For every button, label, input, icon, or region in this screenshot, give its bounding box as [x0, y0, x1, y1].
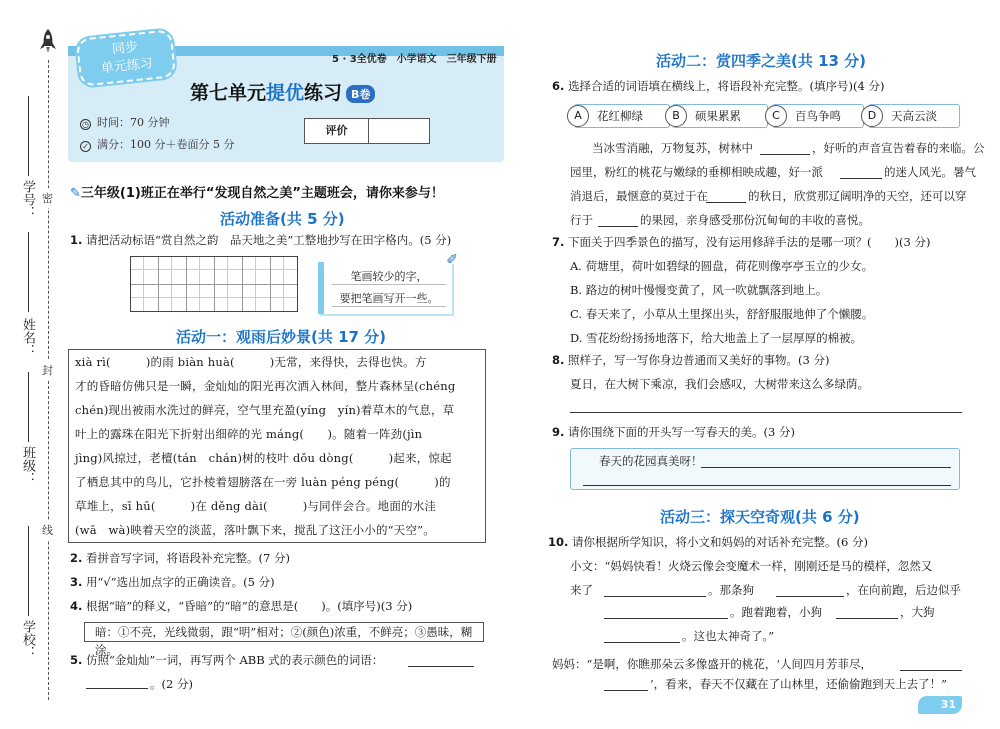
q10-text: 请你根据所学知识，将小文和妈妈的对话补充完整。(6 分) [572, 535, 868, 549]
seal-mark-mi: 密 [42, 188, 53, 208]
q9-writing-box [570, 448, 960, 490]
q9-start-text: 春天的花园真美呀！ [599, 454, 703, 468]
q6-blank-4[interactable] [598, 226, 638, 227]
definition-box: 暗：①不亮，光线微弱，跟“明”相对；②(颜色)浓重，不鲜亮；③愚昧，糊涂。 [84, 622, 484, 642]
question-8 [552, 352, 829, 368]
q9-number: 9. [552, 425, 565, 439]
q10-dialog-part: 。那条狗 [708, 583, 754, 597]
badge-line1: 同步 [111, 39, 139, 58]
question-5 [70, 652, 383, 668]
q6-passage-part: 的迷人风光。暑气 [884, 165, 976, 179]
q8-text: 照样子，写一写你身边普通而又美好的事物。(3 分) [568, 353, 830, 367]
q10-number: 10. [548, 535, 569, 549]
section-act1-title: 活动一：观雨后妙景(共 17 分) [176, 328, 387, 346]
q1-number: 1. [70, 233, 83, 247]
question-7 [552, 234, 930, 250]
intro-text: 三年级(1)班正在举行“发现自然之美”主题班会，请你来参与！ [80, 186, 444, 201]
q5-tail: 。(2 分) [150, 677, 193, 691]
class-line[interactable] [28, 372, 29, 442]
class-label: 班级： [20, 446, 35, 485]
q9-text: 请你围绕下面的开头写一写春天的美。(3 分) [568, 425, 795, 439]
title-highlight: 提优 [266, 82, 305, 104]
q10-dialog-part: ’，看来，春天不仅藏在了山林里，还偷偷跑到天上去了！” [650, 677, 948, 691]
q4-number: 4. [70, 599, 83, 613]
q10-dialog-part: ，大狗 [900, 605, 935, 619]
question-9 [552, 424, 795, 440]
evaluation-field[interactable] [369, 119, 429, 143]
school-line[interactable] [28, 526, 29, 616]
q6-passage-part: ，好听的声音宣告着春的来临。公 [812, 141, 985, 155]
q4-text: 根据“暗”的释义，“昏暗”的“暗”的意思是( )。(填序号)(3 分) [86, 599, 413, 613]
q6-blank-1[interactable] [760, 154, 810, 155]
passage-line: jìng)风掠过，老檀(tán chán)树的枝叶 dǒu dòng( )起来，惊起 [75, 451, 452, 465]
q6-passage-part: 的秋日，欣赏那辽阔明净的天空，还可以穿 [748, 189, 967, 203]
question-10 [548, 534, 868, 550]
page-number: 31 [918, 696, 962, 714]
q6-passage-part: 当冰雪消融，万物复苏，树林中 [592, 141, 753, 155]
q10-blank-2[interactable] [776, 596, 844, 597]
name-line[interactable] [28, 232, 29, 312]
rocket-icon [38, 28, 58, 54]
q6-blank-2[interactable] [840, 178, 882, 179]
q6-option-b: B 硕果累累 [672, 104, 768, 128]
section-act2-title: 活动二：赏四季之美(共 13 分) [656, 52, 867, 70]
page-title [190, 78, 375, 105]
q6-passage-part: 行于 [570, 213, 593, 227]
passage-box [68, 349, 486, 543]
check-icon: ✓ [80, 141, 91, 152]
q6-blank-3[interactable] [706, 202, 746, 203]
q6-passage-part: 的果园，亲身感受那份沉甸甸的丰收的喜悦。 [640, 213, 870, 227]
q7-text: 下面关于四季景色的描写，没有运用修辞手法的是哪一项？( )(3 分) [568, 235, 931, 249]
name-label: 姓名： [20, 318, 35, 357]
badge-line2: 单元练习 [100, 56, 154, 77]
passage-line: (wā wà)映着天空的淡蓝，落叶飘下来，搅乱了这汪小小的“天空”。 [75, 523, 435, 537]
q7-option-a: A. 荷塘里，荷叶如碧绿的圆盘，荷花则像亭亭玉立的少女。 [570, 259, 874, 273]
q10-dialog-part: 小文：“妈妈快看！火烧云像会变魔术一样，刚刚还是马的模样，忽然又 [570, 559, 933, 573]
book-info: 5 · 3全优卷 小学语文 三年级下册 [332, 54, 497, 65]
q6-passage-part: 园里，粉红的桃花与嫩绿的垂柳相映成趣，好一派 [570, 165, 823, 179]
q2-number: 2. [70, 551, 83, 565]
passage-line: 叶上的露珠在阳光下折射出细碎的光 máng( )。随着一阵劲(jìn [75, 427, 423, 441]
passage-line: 了栖息其中的鸟儿，它扑棱着翅膀落在一旁 luàn péng péng( )的 [75, 475, 451, 489]
question-1 [70, 232, 451, 248]
score-info [80, 136, 234, 152]
q10-blank-1[interactable] [604, 596, 706, 597]
q10-dialog-part: 来了 [570, 583, 593, 597]
q7-option-b: B. 路边的树叶慢慢变黄了，风一吹就飘落到地上。 [570, 283, 828, 297]
section-act3-title: 活动三：探天空奇观(共 6 分) [660, 508, 860, 526]
passage-line: xià rì( )的雨 biàn huà( )无常，来得快，去得也快。方 [75, 355, 427, 369]
q5-answer-line-2[interactable] [86, 688, 148, 689]
title-pre: 第七单元 [190, 82, 267, 104]
pencil-icon: ✎ [70, 186, 81, 201]
evaluation-box [304, 118, 430, 144]
full-score-text: 满分：100 分＋卷面分 5 分 [97, 138, 235, 151]
q6-text: 选择合适的词语填在横线上，将语段补充完整。(填序号)(4 分) [568, 79, 885, 93]
q10-dialog-part: ，在向前跑，后边似乎 [846, 583, 961, 597]
q7-option-d: D. 雪花纷纷扬扬地落下，给大地盖上了一层厚厚的棉被。 [570, 331, 863, 345]
q10-dialog-part: 。跑着跑着，小狗 [730, 605, 822, 619]
q6-option-d: D 天高云淡 [868, 104, 960, 128]
q6-option-a: A 花红柳绿 [574, 104, 670, 128]
q5-text: 仿照“金灿灿”一词，再写两个 ABB 式的表示颜色的词语： [86, 653, 384, 667]
seal-mark-xian: 线 [42, 520, 53, 540]
question-4 [70, 598, 412, 614]
seal-mark-feng: 封 [42, 360, 53, 380]
student-id-label: 学号： [20, 180, 35, 219]
question-2 [70, 550, 290, 566]
binding-strip [0, 0, 62, 729]
passage-line: 草堆上，sī hū( )在 děng dài( )与同伴会合。地面的水洼 [75, 499, 437, 513]
q10-dialog-part: 妈妈：“是啊，你瞧那朵云多像盛开的桃花，‘人间四月芳菲尽， [552, 657, 873, 671]
q10-blank-6[interactable] [900, 670, 962, 671]
section-prep-title: 活动准备(共 5 分) [220, 210, 345, 228]
question-3 [70, 574, 275, 590]
q8-example: 夏日，在大树下乘凉，我们会感叹，大树带来这么多绿荫。 [570, 377, 869, 391]
q10-blank-4[interactable] [836, 618, 898, 619]
q2-text: 看拼音写字词，将语段补充完整。(7 分) [86, 551, 290, 565]
q1-text: 请把活动标语“赏自然之韵 品天地之美”工整地抄写在田字格内。(5 分) [86, 233, 452, 247]
evaluation-label: 评价 [305, 119, 369, 143]
q5-number: 5. [70, 653, 83, 667]
tip-card [318, 252, 458, 314]
q3-number: 3. [70, 575, 83, 589]
tianzige-grid[interactable] [130, 256, 298, 312]
q10-dialog-part: 。这也太神奇了。” [682, 629, 775, 643]
tip-line-1: 笔画较少的字， [332, 268, 446, 285]
title-post: 练习 [304, 82, 343, 104]
q9-answer-line-1[interactable] [701, 467, 951, 468]
q10-blank-3[interactable] [604, 618, 728, 619]
student-id-line[interactable] [28, 96, 29, 176]
clock-icon: ◷ [80, 119, 91, 130]
time-text: 时间：70 分钟 [97, 116, 170, 129]
q7-number: 7. [552, 235, 565, 249]
school-label: 学校： [20, 620, 35, 659]
q6-passage-part: 消退后，最惬意的莫过于在 [570, 189, 708, 203]
pen-icon: ✐ [446, 252, 458, 268]
q9-answer-line-2[interactable] [583, 485, 951, 486]
volume-badge: B卷 [346, 85, 375, 103]
q7-option-c: C. 春天来了，小草从土里探出头，舒舒服服地伸了个懒腰。 [570, 307, 874, 321]
q3-text: 用“√”选出加点字的正确读音。(5 分) [86, 575, 275, 589]
q6-number: 6. [552, 79, 565, 93]
sync-unit-badge [76, 29, 176, 87]
passage-line: chén)现出被雨水洗过的鲜亮，空气里充盈(yíng yín)着草木的气息，草 [75, 403, 455, 417]
q8-number: 8. [552, 353, 565, 367]
binding-dashed-line [48, 60, 49, 700]
q10-blank-7[interactable] [604, 690, 648, 691]
q8-answer-line[interactable] [570, 412, 962, 413]
time-info [80, 114, 170, 130]
q10-blank-5[interactable] [604, 642, 680, 643]
question-6 [552, 78, 884, 94]
intro-line [70, 182, 444, 201]
q6-option-c: C 百鸟争鸣 [772, 104, 864, 128]
tip-line-2: 要把笔画写开一些。 [332, 290, 446, 307]
q5-answer-line-1[interactable] [408, 666, 474, 667]
passage-line: 才的昏暗仿佛只是一瞬，金灿灿的阳光再次洒入林间，整片森林呈(chéng [75, 379, 456, 393]
